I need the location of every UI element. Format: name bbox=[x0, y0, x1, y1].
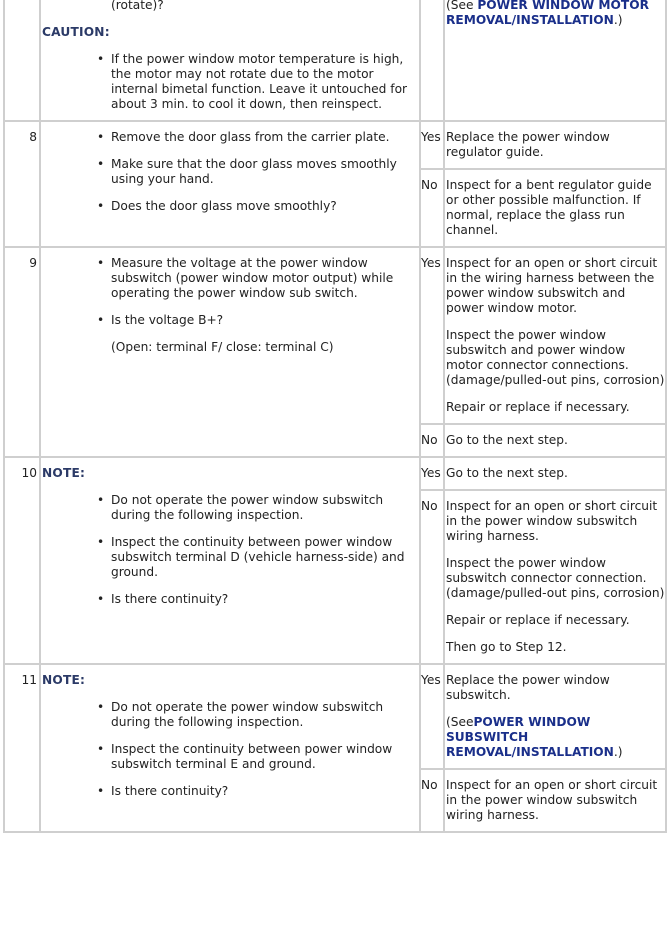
procedure-link[interactable]: POWER WINDOW SUBSWITCH REMOVAL/INSTALLATION bbox=[446, 715, 614, 759]
step-number: 10 bbox=[4, 457, 40, 664]
action-item: • Do not operate the power window subswitch during the following inspection. bbox=[111, 493, 419, 523]
troubleshooting-table bbox=[3, 0, 667, 833]
result-text: Replace the power window regulator guide. bbox=[446, 130, 610, 159]
action-cell bbox=[40, 121, 420, 247]
result-text: Repair or replace if necessary. bbox=[446, 613, 630, 627]
result-prefix: (See bbox=[446, 0, 478, 12]
result-cell bbox=[444, 121, 666, 169]
answer-label bbox=[420, 0, 444, 121]
result-cell bbox=[444, 490, 666, 664]
yes-label: Yes bbox=[420, 247, 444, 424]
caution-label: CAUTION: bbox=[42, 25, 110, 39]
result-cell bbox=[444, 664, 666, 769]
action-cell bbox=[40, 247, 420, 457]
action-item: • If the power window motor temperature is high, the motor may not rotate due to the motor internal bimetal function. Leave it untouched for about 3 min. to cool it down, then reinspect. bbox=[111, 52, 419, 112]
action-cell bbox=[40, 664, 420, 832]
action-item: • Is there continuity? bbox=[111, 784, 419, 799]
action-item: • Do not operate the power window subswitch during the following inspection. bbox=[111, 700, 419, 730]
table-row bbox=[4, 457, 666, 490]
action-note: (Open: terminal F/ close: terminal C) bbox=[111, 340, 334, 354]
result-text: Go to the next step. bbox=[446, 433, 568, 447]
result-prefix: (See bbox=[446, 715, 474, 729]
result-text: Inspect for an open or short circuit in the power window subswitch wiring harness. bbox=[446, 778, 658, 822]
result-cell bbox=[444, 424, 666, 457]
result-text: Inspect the power window subswitch and power window motor connector connections. (damage/pulled-out pins, corrosion) bbox=[446, 328, 665, 387]
step-number: 11 bbox=[4, 664, 40, 832]
action-continued: (rotate)? bbox=[111, 0, 164, 12]
no-label: No bbox=[420, 424, 444, 457]
action-item: • Inspect the continuity between power window subswitch terminal E and ground. bbox=[111, 742, 419, 772]
action-list bbox=[41, 256, 419, 328]
no-label: No bbox=[420, 490, 444, 664]
result-cell bbox=[444, 0, 666, 121]
action-cell bbox=[40, 457, 420, 664]
action-item: • Make sure that the door glass moves smoothly using your hand. bbox=[111, 157, 419, 187]
result-text: Go to the next step. bbox=[446, 466, 568, 480]
result-text: Replace the power window subswitch. bbox=[446, 673, 610, 702]
result-suffix: .) bbox=[613, 745, 623, 759]
table-row bbox=[4, 247, 666, 424]
result-text: Inspect for a bent regulator guide or other possible malfunction. If normal, replace the glass run channel. bbox=[446, 178, 652, 237]
action-item: • Does the door glass move smoothly? bbox=[111, 199, 419, 214]
table-row bbox=[4, 121, 666, 169]
result-suffix: .) bbox=[613, 13, 623, 27]
result-cell bbox=[444, 169, 666, 247]
note-label: NOTE: bbox=[42, 466, 86, 480]
result-text bbox=[446, 0, 665, 28]
step-number bbox=[4, 0, 40, 121]
result-text: Then go to Step 12. bbox=[446, 640, 567, 654]
result-text: Repair or replace if necessary. bbox=[446, 400, 630, 414]
yes-label: Yes bbox=[420, 121, 444, 169]
no-label: No bbox=[420, 169, 444, 247]
action-item: • Is the voltage B+? bbox=[111, 313, 419, 328]
action-item: • Is there continuity? bbox=[111, 592, 419, 607]
result-text: Inspect for an open or short circuit in the wiring harness between the power window subswitch and power window motor. bbox=[446, 256, 658, 315]
troubleshooting-table-body bbox=[4, 0, 666, 832]
table-row bbox=[4, 0, 666, 121]
no-label: No bbox=[420, 769, 444, 832]
result-cell bbox=[444, 457, 666, 490]
step-number: 9 bbox=[4, 247, 40, 457]
yes-label: Yes bbox=[420, 457, 444, 490]
table-row bbox=[4, 664, 666, 769]
yes-label: Yes bbox=[420, 664, 444, 769]
result-cell bbox=[444, 247, 666, 424]
note-label: NOTE: bbox=[42, 673, 86, 687]
action-list bbox=[41, 52, 419, 112]
result-text bbox=[446, 715, 665, 760]
action-list bbox=[41, 130, 419, 214]
action-cell bbox=[40, 0, 420, 121]
action-list bbox=[41, 700, 419, 799]
procedure-link[interactable]: POWER WINDOW MOTOR REMOVAL/INSTALLATION bbox=[446, 0, 649, 27]
action-item: • Inspect the continuity between power window subswitch terminal D (vehicle harness-side) and ground. bbox=[111, 535, 419, 580]
result-cell bbox=[444, 769, 666, 832]
action-item: • Remove the door glass from the carrier plate. bbox=[111, 130, 419, 145]
result-text: Inspect the power window subswitch connector connection. (damage/pulled-out pins, corrosion) bbox=[446, 556, 665, 600]
result-text: Inspect for an open or short circuit in the power window subswitch wiring harness. bbox=[446, 499, 658, 543]
action-item: • Measure the voltage at the power window subswitch (power window motor output) while operating the power window sub switch. bbox=[111, 256, 419, 301]
step-number: 8 bbox=[4, 121, 40, 247]
action-list bbox=[41, 493, 419, 607]
